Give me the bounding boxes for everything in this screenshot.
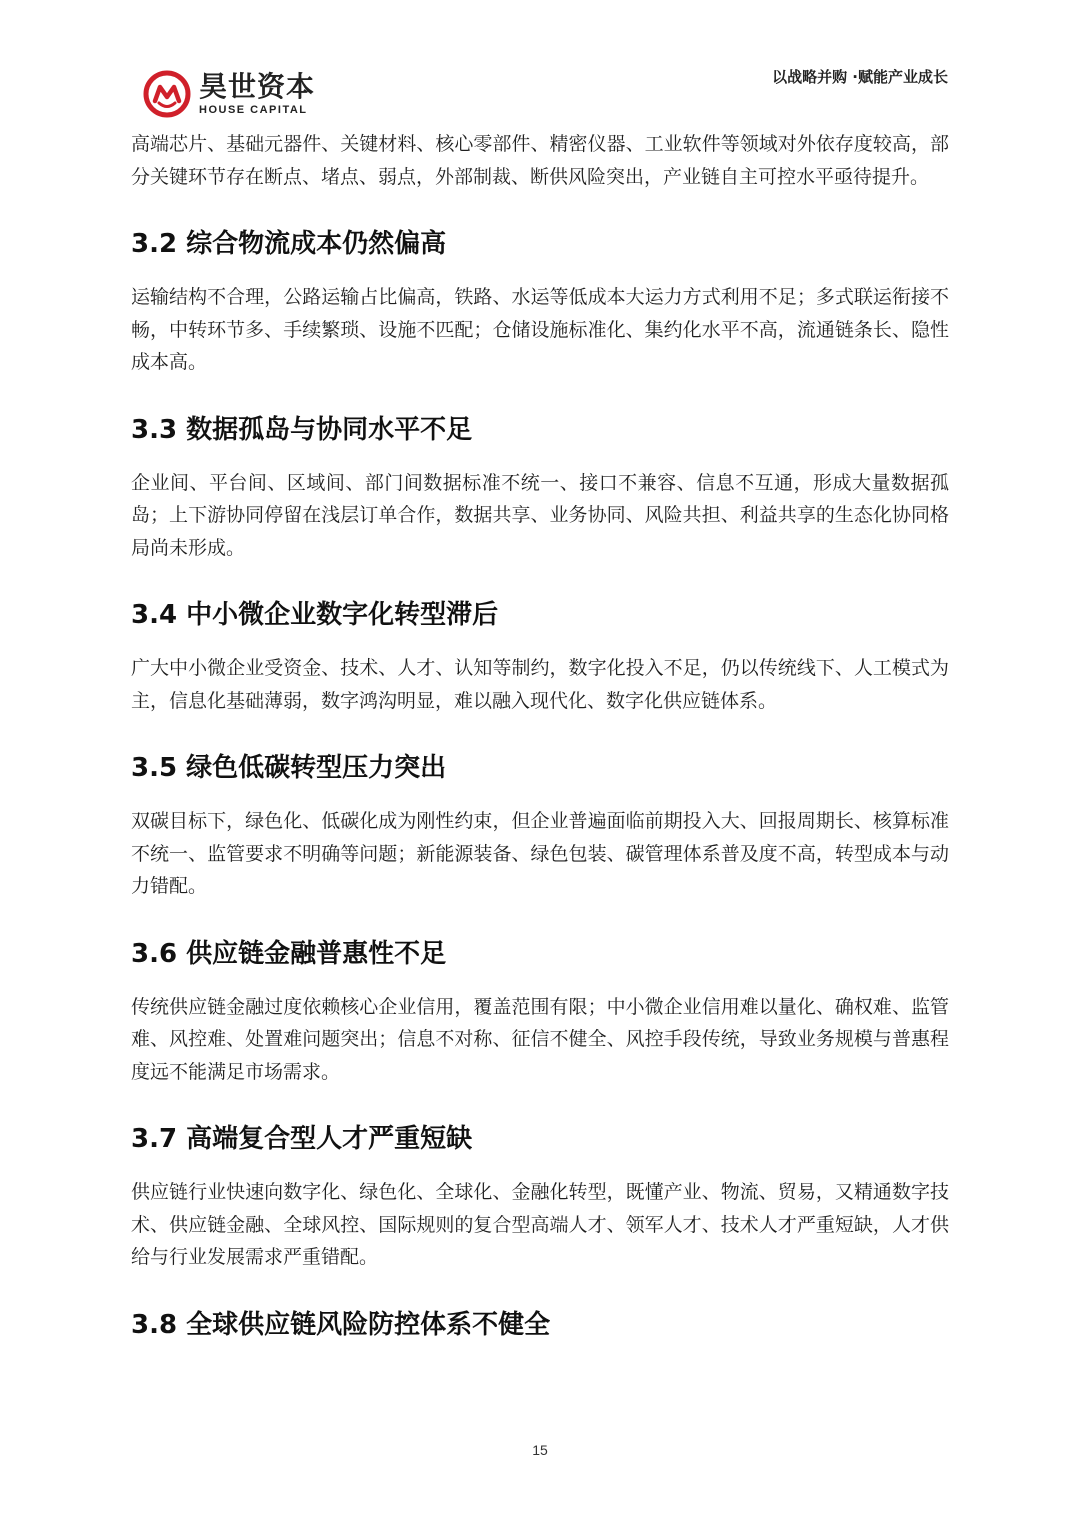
section-title: 3.5 绿色低碳转型压力突出 <box>131 753 447 783</box>
company-logo <box>143 70 315 118</box>
page-number: 15 <box>532 1442 548 1458</box>
section-paragraph: 运输结构不合理，公路运输占比偏高，铁路、水运等低成本大运力方式利用不足；多式联运衔接不畅，中转环节多、手续繁琐、设施不匹配；仓储设施标准化、集约化水平不高，流通链条长、隐性成本高。 <box>131 286 949 373</box>
section-paragraph: 供应链行业快速向数字化、绿色化、全球化、金融化转型，既懂产业、物流、贸易，又精通数字技术、供应链金融、全球风控、国际规则的复合型高端人才、领军人才、技术人才严重短缺，人才供给与行业发展需求严重错配。 <box>131 1181 949 1268</box>
intro-paragraph: 高端芯片、基础元器件、关键材料、核心零部件、精密仪器、工业软件等领域对外依存度较高，部分关键环节存在断点、堵点、弱点，外部制裁、断供风险突出，产业链自主可控水平亟待提升。 <box>131 133 949 188</box>
section-title: 3.6 供应链金融普惠性不足 <box>131 938 447 969</box>
house-capital-logo-icon <box>143 70 191 118</box>
page-header <box>0 0 1080 130</box>
section-paragraph: 广大中小微企业受资金、技术、人才、认知等制约，数字化投入不足，仍以传统线下、人工模式为主，信息化基础薄弱，数字鸿沟明显，难以融入现代化、数字化供应链体系。 <box>131 657 949 712</box>
section-title: 3.7 高端复合型人才严重短缺 <box>131 1124 473 1154</box>
section-paragraph: 企业间、平台间、区域间、部门间数据标准不统一、接口不兼容、信息不互通，形成大量数据孤岛；上下游协同停留在浅层订单合作，数据共享、业务协同、风险共担、利益共享的生态化协同格局尚未形成。 <box>131 471 949 559</box>
logo-english-name: HOUSE CAPITAL <box>199 103 308 116</box>
section-title: 3.8 全球供应链风险防控体系不健全 <box>131 1309 551 1340</box>
section-title: 3.3 数据孤岛与协同水平不足 <box>131 414 473 445</box>
header-slogan: 以战略并购 ·赋能产业成长 <box>772 68 948 86</box>
section-title: 3.4 中小微企业数字化转型滞后 <box>131 600 499 630</box>
section-title: 3.2 综合物流成本仍然偏高 <box>131 229 447 259</box>
logo-chinese-name: 昊世资本 <box>199 69 316 103</box>
document-body <box>131 128 949 1342</box>
section-paragraph: 双碳目标下，绿色化、低碳化成为刚性约束，但企业普遍面临前期投入大、回报周期长、核算标准不统一、监管要求不明确等问题；新能源装备、绿色包装、碳管理体系普及度不高，转型成本与动力错配。 <box>131 810 949 897</box>
section-paragraph: 传统供应链金融过度依赖核心企业信用，覆盖范围有限；中小微企业信用难以量化、确权难、监管难、风控难、处置难问题突出；信息不对称、征信不健全、风控手段传统，导致业务规模与普惠程度远不能满足市场需求。 <box>131 995 949 1083</box>
